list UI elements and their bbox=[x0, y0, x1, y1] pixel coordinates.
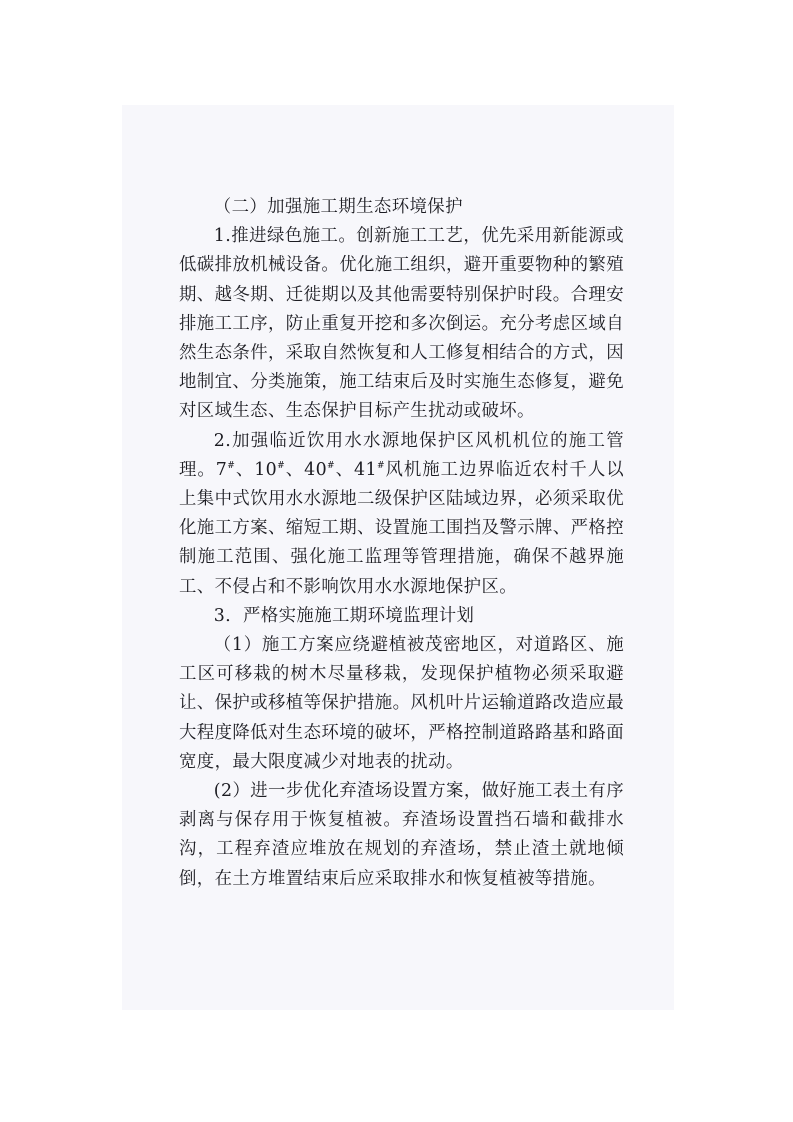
paragraph-item-3-title: 3．严格实施施工期环境监理计划 bbox=[213, 605, 475, 626]
document-body bbox=[179, 193, 624, 894]
paragraph-item-3-sub-1: （1）施工方案应绕避植被茂密地区，对道路区、施工区可移栽的树木尽量移栽，发现保护植物必须采取避让、保护或移植等保护措施。风机叶片运输道路改造应最大程度降低对生态环境的破坏，严格控制道路路基和路面宽度，最大限度减少对地表的扰动。 bbox=[179, 635, 624, 772]
item-2-sup-4: # bbox=[376, 460, 385, 471]
item-2-sup-3: # bbox=[327, 460, 335, 471]
document-page bbox=[122, 105, 674, 1010]
item-2-text-5: 风机施工边界临近农村千人以上集中式饮用水水源地二级保护区陆域边界，必须采取优化施工方案、缩短工期、设置施工围挡及警示牌、严格控制施工范围、强化施工监理等管理措施，确保不越界施工、不侵占和不影响饮用水水源地保护区。 bbox=[179, 459, 625, 597]
item-2-sup-1: # bbox=[227, 460, 236, 471]
section-title: （二）加强施工期生态环境保护 bbox=[213, 197, 463, 217]
item-2-text-3: 、40 bbox=[285, 459, 328, 480]
paragraph-item-3-sub-2: (2）进一步优化弃渣场设置方案，做好施工表土有序剥离与保存用于恢复植被。弃渣场设置挡石墙和截排水沟，工程弃渣应堆放在规划的弃渣场，禁止渣土就地倾倒，在土方堆置结束后应采取排水和恢复植被等措施。 bbox=[179, 781, 624, 889]
paragraph-item-2 bbox=[179, 427, 624, 602]
item-2-text-2: 、10 bbox=[235, 459, 278, 480]
item-2-sup-2: # bbox=[277, 460, 286, 471]
item-2-text-4: 、41 bbox=[335, 459, 377, 480]
paragraph-item-1: 1.推进绿色施工。创新施工工艺，优先采用新能源或低碳排放机械设备。优化施工组织，避开重要物种的繁殖期、越冬期、迁徙期以及其他需要特别保护时段。合理安排施工工序，防止重复开挖和多次倒运。充分考虑区域自然生态条件，采取自然恢复和人工修复相结合的方式，因地制宜、分类施策，施工结束后及时实施生态修复，避免对区域生态、生态保护目标产生扰动或破坏。 bbox=[179, 226, 624, 422]
item-2-text-1: 2.加强临近饮用水水源地保护区风机机位的施工管理。7 bbox=[179, 430, 624, 480]
